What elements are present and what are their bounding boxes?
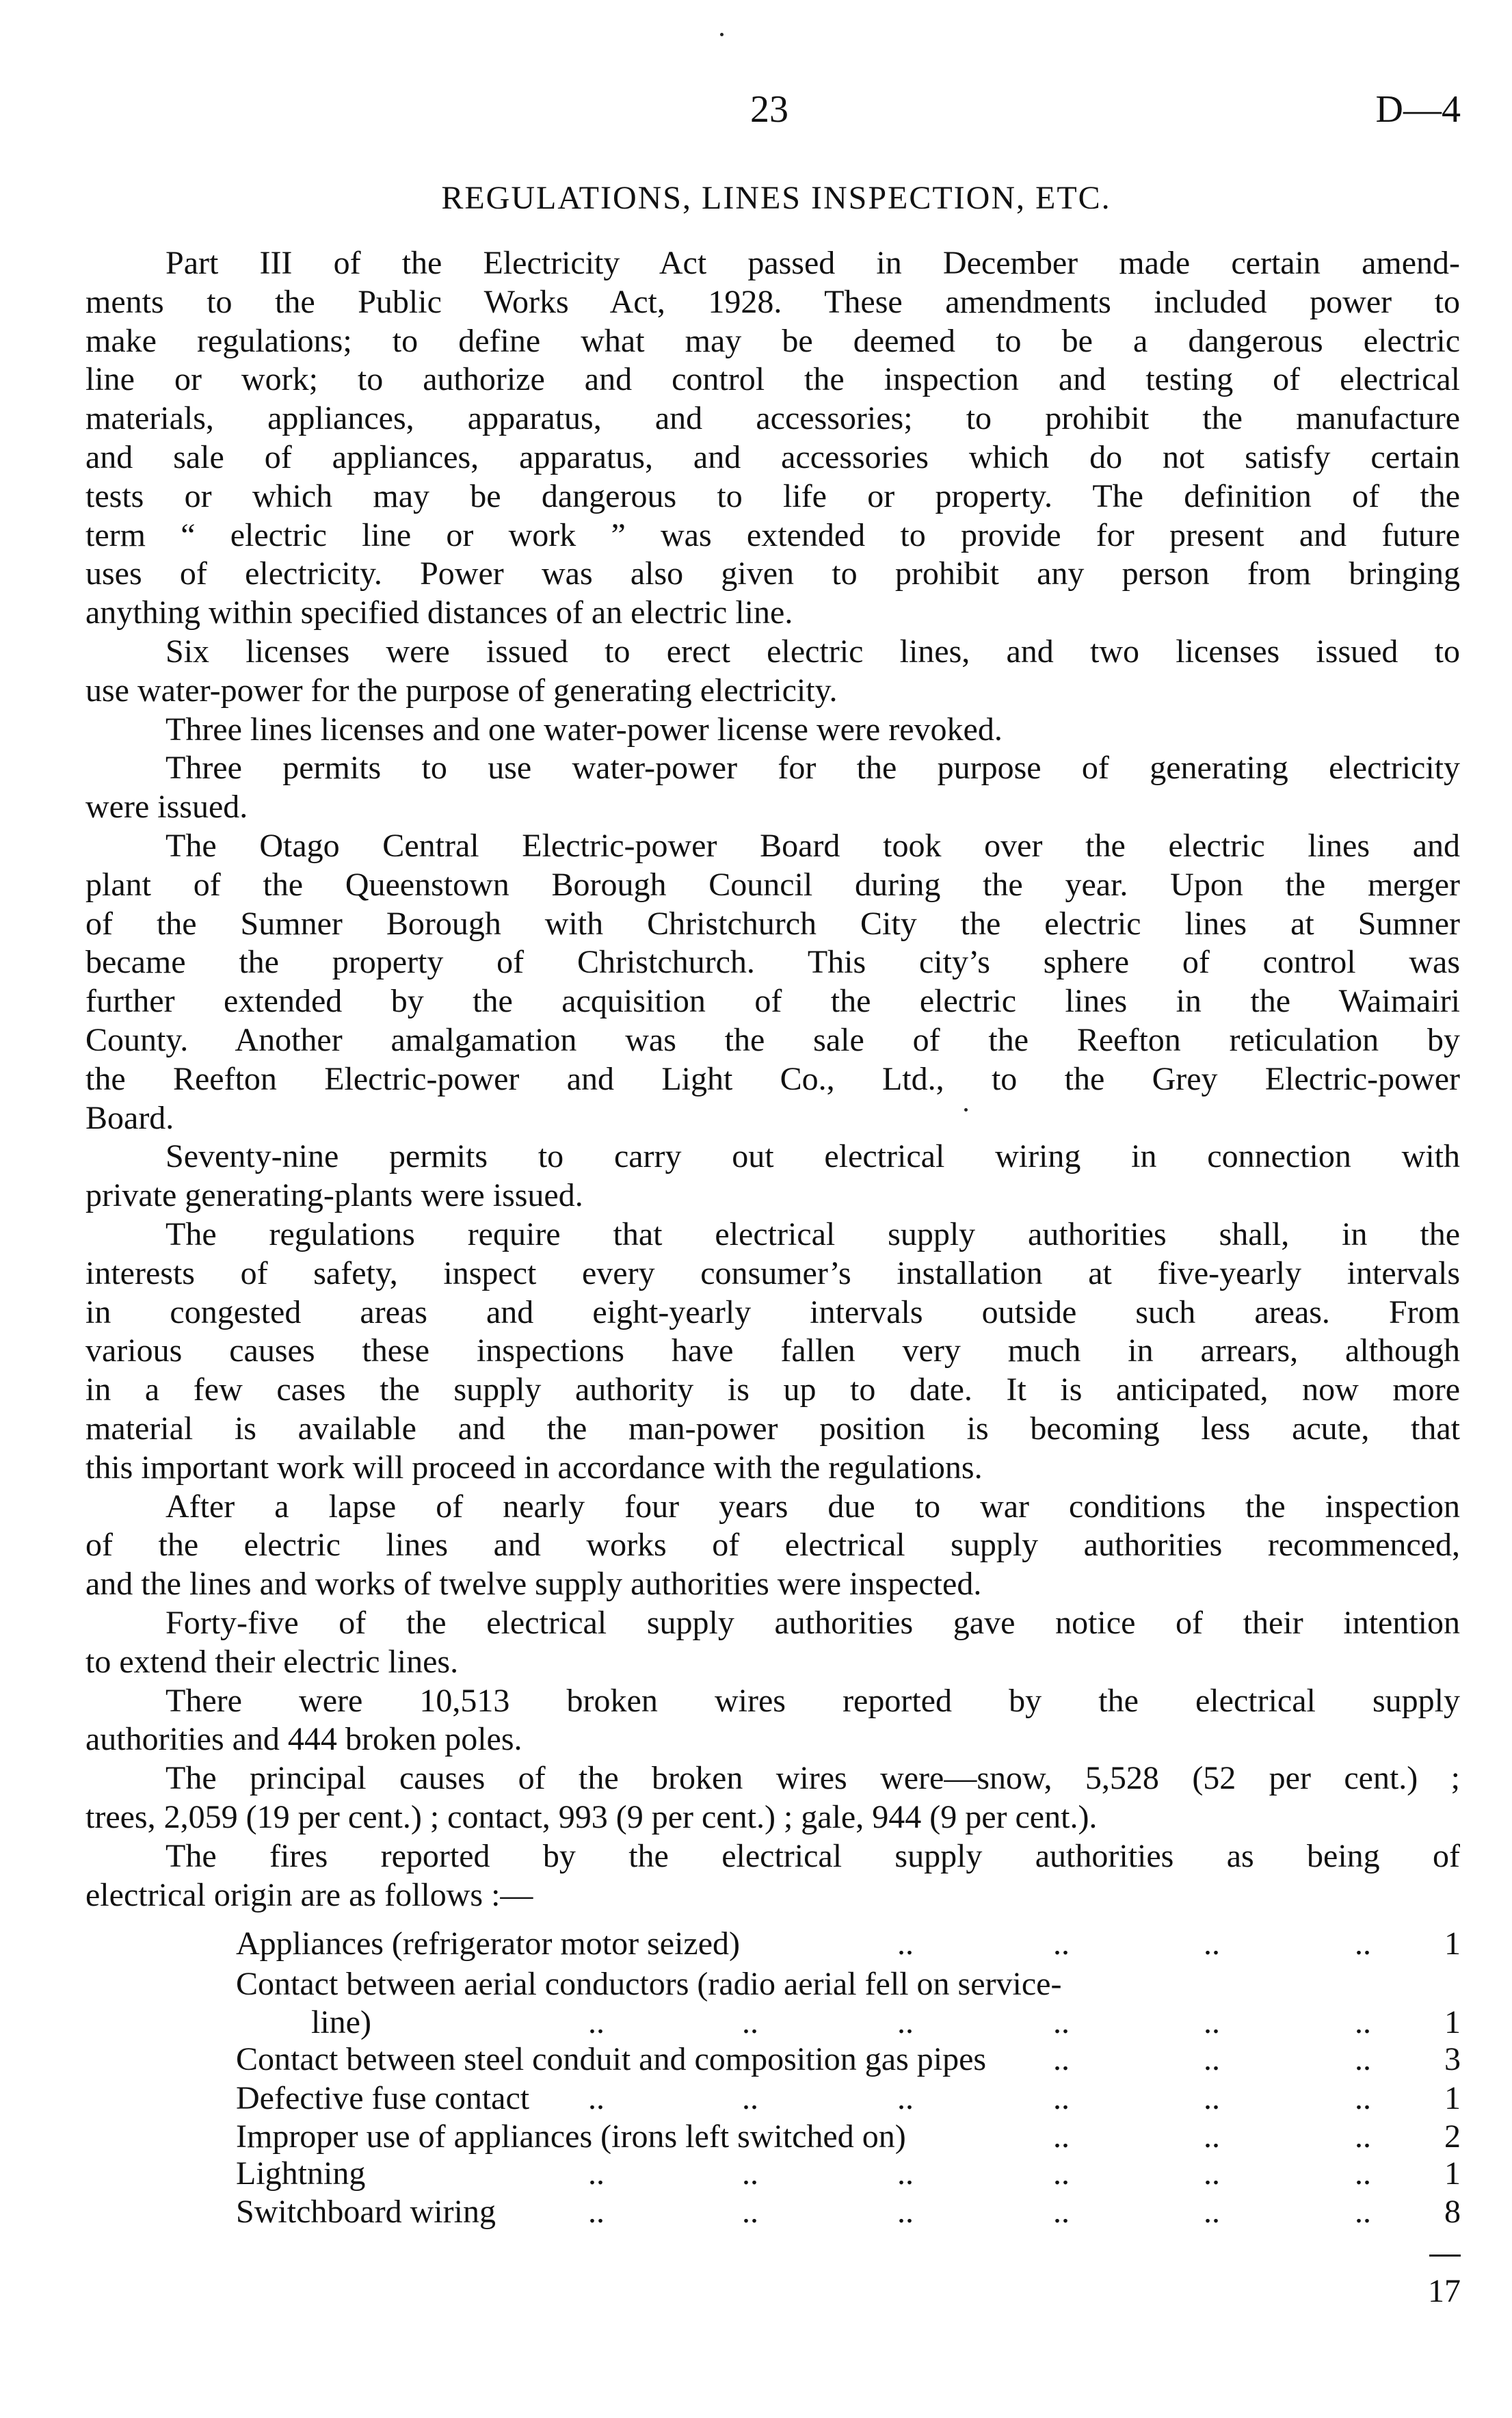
leader-dots: .. <box>588 2080 605 2116</box>
paragraph-line: materials, appliances, apparatus, and accessories; to prohibit the manufacture <box>85 400 1460 437</box>
leader-dots: .. <box>897 2004 914 2040</box>
paragraph-line: became the property of Christchurch. This city’s sphere of control was <box>85 944 1460 981</box>
fire-count: 1 <box>1444 2004 1461 2040</box>
fire-cause-label: Contact between steel conduit and composition gas pipes <box>236 2041 987 2077</box>
leader-dots: .. <box>742 2080 758 2116</box>
paragraph-line: Part III of the Electricity Act passed in December made certain amend- <box>165 245 1460 281</box>
paragraph-line: The fires reported by the electrical supply authorities as being of <box>165 1837 1460 1874</box>
paragraph-line: interests of safety, inspect every consumer’s installation at five-yearly intervals <box>85 1254 1460 1291</box>
page-number: 23 <box>750 88 788 131</box>
leader-dots: .. <box>1355 2004 1371 2040</box>
paragraph-line: Three permits to use water-power for the purpose of generating electricity <box>165 750 1460 787</box>
leader-dots: .. <box>897 2194 914 2230</box>
paragraph-line: of the Sumner Borough with Christchurch City the electric lines at Sumner <box>85 905 1460 942</box>
leader-dots: .. <box>897 2080 914 2116</box>
print-speck <box>720 33 724 36</box>
paragraph-line: Forty-five of the electrical supply authorities gave notice of their intention <box>165 1605 1460 1641</box>
paragraph-line: Board. <box>85 1099 174 1136</box>
paragraph-line: the Reefton Electric-power and Light Co., Ltd., to the Grey Electric-power <box>85 1060 1460 1097</box>
paragraph-line: various causes these inspections have fallen very much in arrears, although <box>85 1332 1460 1369</box>
paragraph-line: material is available and the man-power position is becoming less acute, that <box>85 1410 1460 1447</box>
paragraph-line: line or work; to authorize and control the inspection and testing of electrical <box>85 361 1460 398</box>
fire-cause-label: Improper use of appliances (irons left switched on) <box>236 2118 906 2155</box>
paragraph-line: this important work will proceed in accordance with the regulations. <box>85 1449 983 1486</box>
leader-dots: .. <box>1355 2118 1371 2155</box>
leader-dots: .. <box>1053 2118 1070 2155</box>
leader-dots: .. <box>1355 2080 1371 2116</box>
paragraph-line: of the electric lines and works of electrical supply authorities recommenced, <box>85 1527 1460 1564</box>
leader-dots: .. <box>1355 2041 1371 2077</box>
paragraph-line: electrical origin are as follows :— <box>85 1876 533 1913</box>
leader-dots: .. <box>1204 1926 1220 1962</box>
paragraph-line: term “ electric line or work ” was extended to provide for present and future <box>85 516 1460 553</box>
leader-dots: .. <box>588 2155 605 2192</box>
leader-dots: .. <box>588 2004 605 2040</box>
leader-dots: .. <box>1204 2041 1220 2077</box>
paragraph-line: and the lines and works of twelve supply authorities were inspected. <box>85 1566 982 1603</box>
fire-count: 1 <box>1444 2155 1461 2192</box>
paragraph-line: Three lines licenses and one water-power license were revoked. <box>165 711 1003 748</box>
leader-dots: .. <box>897 1926 914 1962</box>
leader-dots: .. <box>1053 2080 1070 2116</box>
paragraph-line: tests or which may be dangerous to life or property. The definition of the <box>85 477 1460 514</box>
paragraph-line: After a lapse of nearly four years due to war conditions the inspection <box>165 1488 1460 1525</box>
paragraph-line: County. Another amalgamation was the sale of the Reefton reticulation by <box>85 1022 1460 1058</box>
leader-dots: .. <box>1355 2155 1371 2192</box>
paragraph-line: trees, 2,059 (19 per cent.) ; contact, 993 (9 per cent.) ; gale, 944 (9 per cent.). <box>85 1799 1098 1835</box>
leader-dots: .. <box>1355 2194 1371 2230</box>
document-code: D—4 <box>1375 88 1461 131</box>
paragraph-line: in congested areas and eight-yearly intervals outside such areas. From <box>85 1293 1460 1330</box>
total-rule <box>1429 2255 1461 2257</box>
paragraph-line: private generating-plants were issued. <box>85 1177 583 1214</box>
paragraph-line: There were 10,513 broken wires reported by the electrical supply <box>165 1682 1460 1719</box>
leader-dots: .. <box>1204 2004 1220 2040</box>
leader-dots: .. <box>742 2004 758 2040</box>
paragraph-line: were issued. <box>85 789 248 826</box>
paragraph-line: The regulations require that electrical supply authorities shall, in the <box>165 1216 1460 1252</box>
leader-dots: .. <box>1204 2155 1220 2192</box>
paragraph-line: to extend their electric lines. <box>85 1643 459 1680</box>
fire-count: 1 <box>1444 2080 1461 2116</box>
paragraph-line: uses of electricity. Power was also given to prohibit any person from bringing <box>85 555 1460 592</box>
leader-dots: .. <box>742 2194 758 2230</box>
paragraph-line: further extended by the acquisition of the electric lines in the Waimairi <box>85 983 1460 1020</box>
leader-dots: .. <box>1053 2194 1070 2230</box>
leader-dots: .. <box>1204 2194 1220 2230</box>
print-speck <box>964 1108 968 1112</box>
fire-cause-label: Appliances (refrigerator motor seized) <box>236 1926 740 1962</box>
fire-cause-label: Lightning <box>236 2155 366 2192</box>
leader-dots: .. <box>1355 1926 1371 1962</box>
fire-count: 1 <box>1444 1926 1461 1962</box>
paragraph-line: authorities and 444 broken poles. <box>85 1721 522 1758</box>
paragraph-line: anything within specified distances of an electric line. <box>85 594 793 631</box>
fire-count: 2 <box>1444 2118 1461 2155</box>
paragraph-line: use water-power for the purpose of generating electricity. <box>85 672 838 709</box>
paragraph-line: ments to the Public Works Act, 1928. These amendments included power to <box>85 283 1460 320</box>
paragraph-line: make regulations; to define what may be deemed to be a dangerous electric <box>85 322 1460 359</box>
leader-dots: .. <box>1053 2041 1070 2077</box>
fire-cause-label: Contact between aerial conductors (radio aerial fell on service- <box>236 1966 1062 2002</box>
paragraph-line: and sale of appliances, apparatus, and accessories which do not satisfy certain <box>85 439 1460 475</box>
paragraph-line: in a few cases the supply authority is up to date. It is anticipated, now more <box>85 1371 1460 1408</box>
fire-count: 8 <box>1444 2194 1461 2230</box>
leader-dots: .. <box>1053 1926 1070 1962</box>
leader-dots: .. <box>1053 2004 1070 2040</box>
leader-dots: .. <box>588 2194 605 2230</box>
fire-count: 3 <box>1444 2041 1461 2077</box>
fire-cause-label: line) <box>311 2004 371 2040</box>
section-title: REGULATIONS, LINES INSPECTION, ETC. <box>441 180 1111 216</box>
leader-dots: .. <box>1204 2080 1220 2116</box>
leader-dots: .. <box>1053 2155 1070 2192</box>
fires-total: 17 <box>1428 2273 1461 2309</box>
paragraph-line: The Otago Central Electric-power Board took over the electric lines and <box>165 828 1460 864</box>
paragraph-line: plant of the Queenstown Borough Council during the year. Upon the merger <box>85 866 1460 903</box>
leader-dots: .. <box>897 2155 914 2192</box>
leader-dots: .. <box>1204 2118 1220 2155</box>
paragraph-line: The principal causes of the broken wires were—snow, 5,528 (52 per cent.) ; <box>165 1760 1460 1797</box>
fire-cause-label: Defective fuse contact <box>236 2080 530 2116</box>
paragraph-line: Seventy-nine permits to carry out electrical wiring in connection with <box>165 1138 1460 1175</box>
paragraph-line: Six licenses were issued to erect electric lines, and two licenses issued to <box>165 633 1460 670</box>
leader-dots: .. <box>742 2155 758 2192</box>
fire-cause-label: Switchboard wiring <box>236 2194 496 2230</box>
